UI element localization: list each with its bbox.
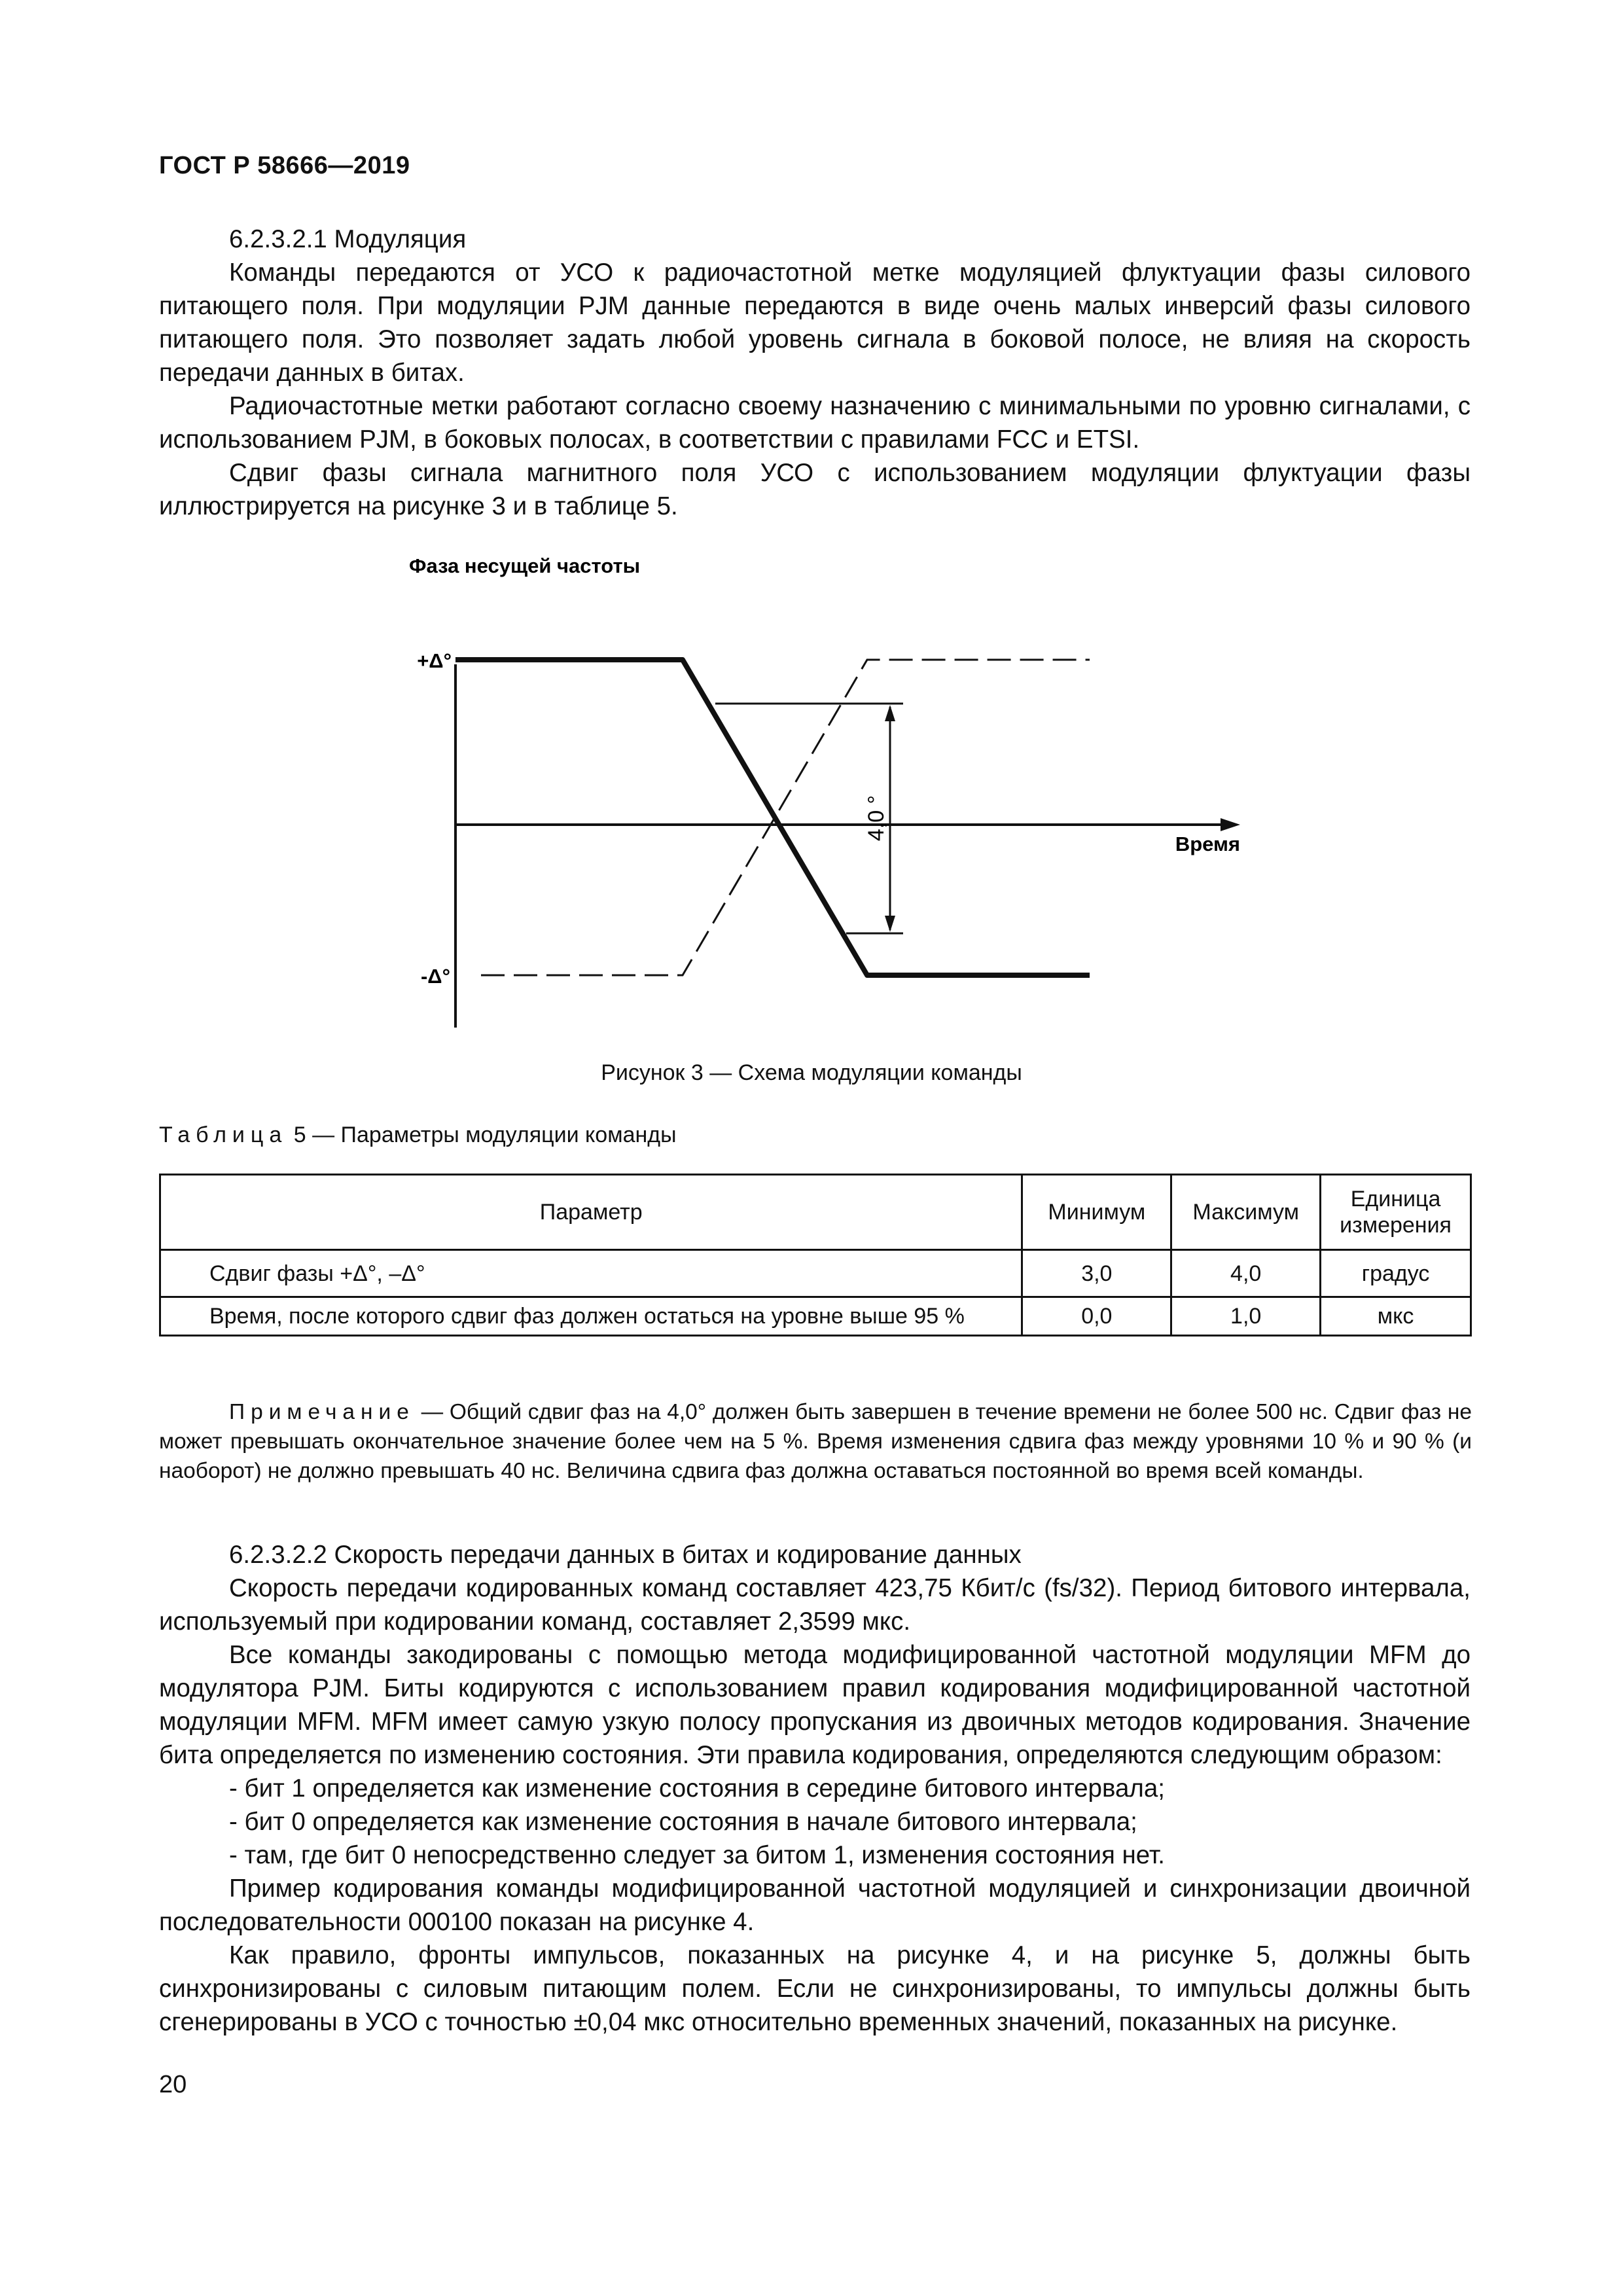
table-note bbox=[159, 1397, 1472, 1486]
table-cell-param: Время, после которого сдвиг фаз должен остаться на уровне выше 95 % bbox=[160, 1297, 1022, 1336]
section-bitrate bbox=[159, 1538, 1471, 2039]
section-heading: 6.2.3.2.2 Скорость передачи данных в битах и кодирование данных bbox=[229, 1541, 1022, 1569]
section-heading: 6.2.3.2.1 Модуляция bbox=[229, 225, 467, 253]
paragraph: Все команды закодированы с помощью метода модифицированной частотной модуляции MFM до модулятора PJM. Биты кодируются с использованием правил кодирования модифицированной частотной модуляции MFM. MFM имеет самую узкую полосу пропускания из двоичных методов кодирования. Значение бита определяется по изменению состояния. Эти правила кодирования, определяются следующим образом: bbox=[159, 1641, 1471, 1769]
table-row bbox=[160, 1250, 1471, 1297]
x-axis-label: Время bbox=[1175, 833, 1240, 855]
modulation-diagram bbox=[366, 550, 1257, 1073]
paragraph: Как правило, фронты импульсов, показанных на рисунке 4, и на рисунке 5, должны быть синхронизированы с силовым питающим полем. Если не синхронизированы, то импульсы должны быть сгенерированы в УСО с точностью ±0,04 мкс относительно временных значений, показанных на рисунке. bbox=[159, 1941, 1471, 2036]
solid-phase-trace bbox=[455, 660, 1090, 975]
column-header: Максимум bbox=[1171, 1175, 1321, 1250]
column-header: Минимум bbox=[1022, 1175, 1171, 1250]
table-cell-min: 3,0 bbox=[1022, 1250, 1171, 1297]
list-item: - бит 0 определяется как изменение состояния в начале битового интервала; bbox=[229, 1808, 1137, 1836]
paragraph: Команды передаются от УСО к радиочастотной метке модуляцией флуктуации фазы силового питающего поля. При модуляции PJM данные передаются в виде очень малых инверсий фазы силового питающего поля. Это позволяет задать любой уровень сигнала в боковой полосе, не влияя на скорость передачи данных в битах. bbox=[159, 259, 1471, 387]
lower-level-label: -Δ° bbox=[420, 965, 450, 988]
table-cell-unit: градус bbox=[1321, 1250, 1471, 1297]
column-header: Единица измерения bbox=[1321, 1175, 1471, 1250]
modulation-diagram-svg bbox=[366, 550, 1257, 1073]
table-row bbox=[160, 1297, 1471, 1336]
dimension-label: 4,0 ° bbox=[864, 795, 889, 842]
list-item: - бит 1 определяется как изменение состояния в середине битового интервала; bbox=[229, 1774, 1165, 1803]
note-label: Примечание bbox=[229, 1400, 415, 1424]
dimension-arrow-head-down bbox=[885, 916, 895, 932]
paragraph: Пример кодирования команды модифицированной частотной модуляцией и синхронизации двоичной последовательности 000100 показан на рисунке 4. bbox=[159, 1874, 1471, 1936]
paragraph: Сдвиг фазы сигнала магнитного поля УСО с использованием модуляции флуктуации фазы иллюстрируется на рисунке 3 и в таблице 5. bbox=[159, 459, 1471, 520]
section-modulation bbox=[159, 223, 1471, 523]
table-title bbox=[159, 1122, 677, 1148]
paragraph: Радиочастотные метки работают согласно своему назначению с минимальными по уровню сигналами, с использованием PJM, в боковых полосах, в соответствии с правилами FCC и ETSI. bbox=[159, 392, 1471, 454]
table-cell-min: 0,0 bbox=[1022, 1297, 1171, 1336]
list-item: - там, где бит 0 непосредственно следует за битом 1, изменения состояния нет. bbox=[229, 1841, 1165, 1869]
y-axis-label: Фаза несущей частоты bbox=[409, 554, 641, 577]
table-title-word: Таблица bbox=[159, 1122, 288, 1147]
x-axis-arrow bbox=[1221, 818, 1240, 831]
table-title-rest: 5 — Параметры модуляции команды bbox=[287, 1122, 677, 1147]
column-header: Параметр bbox=[160, 1175, 1022, 1250]
table-cell-param: Сдвиг фазы +Δ°, –Δ° bbox=[160, 1250, 1022, 1297]
note-text: — Общий сдвиг фаз на 4,0° должен быть завершен в течение времени не более 500 нс. Сдвиг фаз не может превышать окончательное значение более чем на 5 %. Время изменения сдвига фаз между уровнями 10 % и 90 % (и наоборот) не должно превышать 40 нс. Величина сдвига фаз должна оставаться постоянной во время всей команды. bbox=[159, 1400, 1472, 1483]
parameters-table bbox=[159, 1174, 1472, 1336]
dimension-arrow-head-up bbox=[885, 705, 895, 721]
paragraph: Скорость передачи кодированных команд составляет 423,75 Кбит/с (fs/32). Период битового интервала, используемый при кодировании команд, составляет 2,3599 мкс. bbox=[159, 1574, 1471, 1636]
upper-level-label: +Δ° bbox=[417, 649, 452, 672]
table-header-row bbox=[160, 1175, 1471, 1250]
page-number: 20 bbox=[159, 2071, 187, 2098]
dashed-phase-trace bbox=[481, 660, 1090, 975]
table-cell-max: 4,0 bbox=[1171, 1250, 1321, 1297]
table-cell-unit: мкс bbox=[1321, 1297, 1471, 1336]
document-header: ГОСТ Р 58666—2019 bbox=[159, 152, 410, 179]
figure-caption: Рисунок 3 — Схема модуляции команды bbox=[601, 1060, 1022, 1085]
table-cell-max: 1,0 bbox=[1171, 1297, 1321, 1336]
